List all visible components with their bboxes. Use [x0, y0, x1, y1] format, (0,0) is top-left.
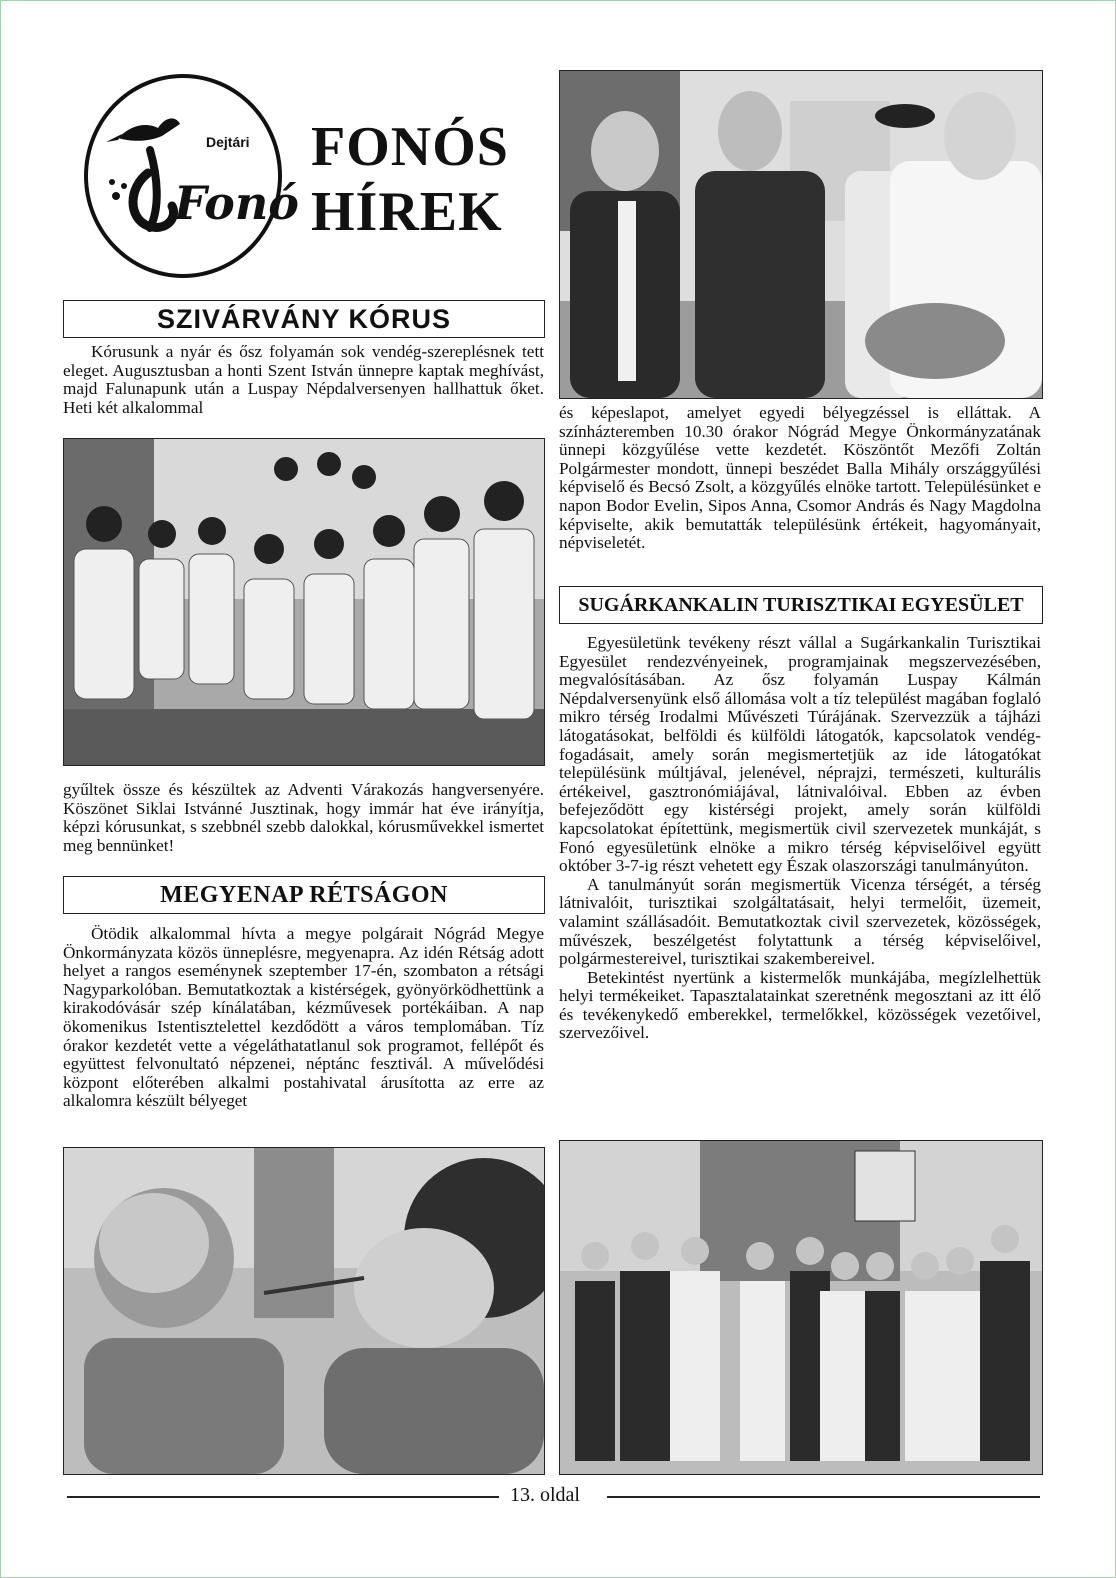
article-paragraph	[559, 404, 1041, 553]
article-paragraph	[559, 634, 1041, 1043]
logo-script-text: Fonó	[174, 176, 299, 230]
masthead-line2: HÍREK	[311, 181, 503, 243]
face-painting-photo	[63, 1147, 545, 1475]
section-title-megyenap-retsagon	[63, 876, 545, 914]
section-title-text: SUGÁRKANKALIN TURISZTIKAI EGYESÜLET	[578, 594, 1024, 616]
paragraph-text: gyűltek össze és készültek az Adventi Várakozás hangversenyére. Köszönet Siklai Istvánné Jusztinak, hogy immár hat éve irányítja, képzi kórusunkat, s szebbnél szebb dalokkal, kórusművekkel ismertet meg bennünket!	[63, 780, 544, 855]
section-title-sugarkankalin	[559, 586, 1043, 624]
section-title-text: MEGYENAP RÉTSÁGON	[160, 882, 448, 908]
paragraph-text: Betekintést nyertünk a kistermelők munkájába, megízlelhettük helyi termékeiket. Tapasztalatainkat szeretnénk megosztani az itt élő és tevékenykedő emberekkel, termelőkkel, közösségek vezetőivel, szervezőivel.	[559, 967, 1041, 1043]
masthead-line1: FONÓS	[311, 116, 509, 178]
paragraph-text: A tanulmányút során megismertük Vicenza térségét, a térség látnivalóit, turisztikai szolgáltatásait, helyi termelőit, üzemeit, valamint szállásadóit. Bemutatkoztak civil szervezetek, közösségek, művészek, beszélgetést folytattunk a térség képviselőivel, polgármestereivel, turisztikai szakembereivel.	[559, 874, 1041, 969]
paragraph-text: és képeslapot, amelyet egyedi bélyegzéssel is elláttak. A színházteremben 10.30 órakor Nógrád Megye Önkormányzatának ünnepi közgyűlése vette kezdetét. Köszöntőt Mezőfi Zoltán Polgármester mondott, ünnepi beszédet Balla Mihály országgyűlési képviselő és Becsó Zsolt, a közgyűlés elnöke tartott. Településünket e napon Bodor Evelin, Sipos Anna, Csomor András és Nagy Magdolna képviselte, akik bemutatták településünk értékeit, hagyományait, népviseletét.	[559, 403, 1041, 553]
paragraph-text: Egyesületünk tevékeny részt vállal a Sugárkankalin Turisztikai Egyesület rendezvényeinek, programjainak megszervezésében, megvalósításában. Az ősz folyamán Luspay Kálmán Népdalversenyünk első állomása volt a tíz települést magában foglaló mikro térség Irodalmi Művészeti Túrájának. Szervezzük a tájházi látogatásokat, belföldi és külföldi látogatók, kapcsolatok vendég-fogadásait, amely során megismertetjük az ide látogatókat településünk múltjával, jelenével, néprajzi, természeti, kulturális értékeivel, gasztronómiájával, látnivalóival. Ebben az évben befejeződött egy kistérségi projekt, amely során külföldi kapcsolatokat építettünk, megismertük civil szervezetek munkáját, s Fonó egyesületünk elnöke a mikro térség képviselőivel együtt október 3-7-ig részt vehetett egy Észak olaszországi tanulmányúton.	[559, 633, 1041, 876]
paragraph-text: Kórusunk a nyár és ősz folyamán sok vendég-szereplésnek tett eleget. Augusztusban a honti Szent István ünnepre kaptak meghívást, majd Falunapunk után a Luspay Népdalversenyen hallhattuk őket. Heti két alkalommal	[63, 342, 544, 417]
article-paragraph	[63, 343, 544, 417]
section-title-szivarvany-korus	[63, 300, 545, 338]
article-paragraph	[63, 925, 544, 1111]
page-number: 13. oldal	[510, 1484, 580, 1506]
paragraph-text: Ötödik alkalommal hívta a megye polgárait Nógrád Megye Önkormányzata közös ünneplésre, megyenapra. Az idén Rétság adott helyet a rangos eseménynek szeptember 17-én, szombaton a rétsági Nagyparkolóban. Bemutatkoztak a kistérségek, gyönyörködhettünk a kirakodóvásár szép kínálatában, kézművesek portékáiban. A nap ökomenikus Istentisztelettel kezdődött a város templomában. Tíz órakor kezdetét vette a végeláthatatlanul sok programot, fellépőt és együttest felvonultató népzenei, néptánc fesztivál. A művelődési központ előterében alkalmi postahivatal árusította az erre az alkalomra készült bélyeget	[63, 924, 544, 1111]
footer-rule-right	[607, 1496, 1040, 1498]
article-paragraph	[63, 781, 544, 855]
choir-photo	[63, 438, 545, 766]
footer-rule-left	[67, 1496, 499, 1498]
section-title-text: SZIVÁRVÁNY KÓRUS	[156, 304, 452, 334]
dignitaries-photo	[559, 70, 1043, 399]
group-photo	[559, 1140, 1043, 1475]
logo-small-text: Dejtári	[206, 134, 250, 150]
fono-logo	[84, 74, 299, 278]
